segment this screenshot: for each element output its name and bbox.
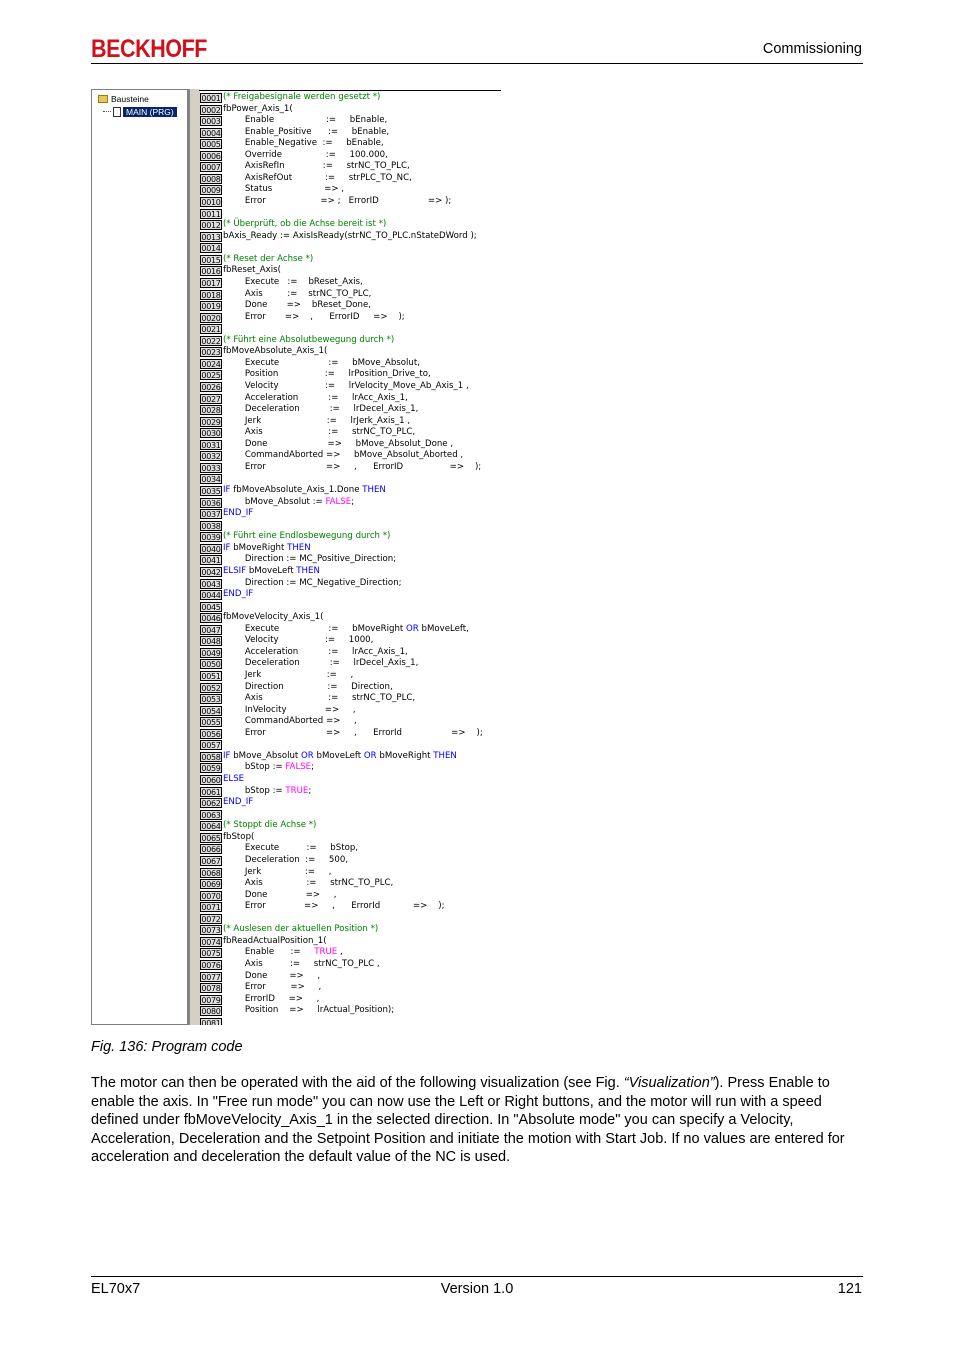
code-token: CommandAborted => bMove_Absolut_Aborted ,: [223, 450, 464, 461]
code-token: Enable :=: [223, 947, 315, 958]
code-token: AxisRefOut := strPLC_TO_NC,: [223, 172, 412, 183]
line-number: 0027: [201, 394, 221, 404]
code-text: [223, 982, 321, 994]
code-token: OR: [406, 623, 419, 634]
line-number: 0034: [201, 475, 221, 485]
code-text: [223, 635, 373, 647]
code-token: Done => bReset_Done,: [223, 300, 372, 311]
code-text: [223, 92, 380, 104]
code-token: Axis := strNC_TO_PLC,: [223, 878, 394, 889]
code-text: [223, 832, 254, 844]
code-text: [223, 936, 327, 948]
line-number: 0077: [201, 972, 221, 982]
line-number: 0073: [201, 926, 221, 936]
code-text: [223, 231, 477, 243]
line-number: 0065: [201, 833, 221, 843]
line-number: 0067: [201, 856, 221, 866]
code-token: Axis := strNC_TO_PLC,: [223, 427, 416, 438]
code-token: Execute := bMoveRight: [223, 623, 407, 634]
line-number: 0021: [201, 325, 221, 335]
code-token: Jerk := lrJerk_Axis_1 ,: [223, 415, 411, 426]
code-token: Enable := bEnable,: [223, 115, 388, 126]
code-text: [223, 138, 384, 150]
line-number: 0056: [201, 729, 221, 739]
line-number: 0003: [201, 117, 221, 127]
code-token: Deceleration := lrDecel_Axis_1,: [223, 658, 419, 669]
paragraph-text-1: The motor can then be operated with the aid of the following visualization (see Fig.: [91, 1075, 624, 1091]
line-number: 0033: [201, 463, 221, 473]
line-number: 0044: [201, 591, 221, 601]
line-number: 0002: [201, 105, 221, 115]
line-number: 0046: [201, 614, 221, 624]
line-number: 0076: [201, 961, 221, 970]
code-token: Error => , ErrorID => );: [223, 461, 482, 472]
code-token: Axis := strNC_TO_PLC,: [223, 693, 416, 704]
code-token: bMove_Absolut: [233, 750, 302, 761]
code-token: fbMoveVelocity_Axis_1(: [223, 612, 324, 623]
line-number: 0026: [201, 383, 221, 392]
line-number: 0075: [201, 949, 221, 959]
tree-item-label: MAIN (PRG): [123, 107, 177, 117]
line-number: 0051: [201, 672, 221, 681]
line-number: 0060: [201, 776, 221, 786]
code-text: [223, 161, 410, 173]
code-text: [223, 427, 415, 439]
code-token: IF: [223, 750, 234, 761]
code-token: Execute := bMove_Absolut,: [223, 357, 420, 368]
header-rule: [91, 63, 863, 64]
code-text: [223, 115, 387, 127]
code-token: Execute := bStop,: [223, 843, 359, 854]
tree-item-main[interactable]: [103, 107, 177, 117]
code-token: IF: [223, 485, 234, 496]
line-number: 0029: [201, 417, 221, 427]
line-number: 0041: [201, 556, 221, 566]
code-token: Velocity := lrVelocity_Move_Ab_Axis_1 ,: [223, 381, 469, 391]
line-number: 0006: [201, 151, 221, 161]
code-token: Override := 100.000,: [223, 149, 388, 160]
code-token: Done => ,: [223, 970, 321, 981]
code-token: ELSIF: [223, 565, 249, 576]
line-number: 0008: [201, 174, 221, 184]
figure-caption: Fig. 136: Program code: [91, 1039, 243, 1055]
code-text: [223, 450, 463, 462]
code-text: [223, 543, 311, 555]
code-token: ,: [337, 947, 343, 958]
code-token: bMoveLeft: [313, 750, 364, 761]
code-token: END_IF: [223, 589, 254, 600]
code-text: [223, 762, 314, 774]
line-number: 0039: [201, 533, 221, 543]
code-text: [223, 901, 445, 913]
line-number: 0024: [201, 359, 221, 369]
code-token: (* Führt eine Absolutbewegung durch *): [223, 334, 395, 345]
code-token: (* Führt eine Endlosbewegung durch *): [223, 531, 391, 542]
code-text: [223, 127, 389, 139]
code-token: Acceleration := lrAcc_Axis_1,: [223, 646, 408, 657]
code-text: [223, 346, 327, 358]
line-number: 0068: [201, 868, 221, 878]
code-text: [223, 369, 431, 381]
code-token: fbStop(: [223, 831, 255, 842]
program-code-screenshot: [91, 89, 501, 1025]
code-token: Axis := strNC_TO_PLC ,: [223, 959, 380, 969]
code-token: END_IF: [223, 797, 254, 808]
line-number: 0064: [201, 822, 221, 832]
code-token: ELSE: [223, 774, 245, 785]
line-number: 0028: [201, 406, 221, 416]
code-token: THEN: [287, 542, 311, 553]
code-text: [223, 508, 253, 520]
code-text: [223, 393, 408, 405]
code-text: [223, 716, 357, 728]
line-number: 0025: [201, 371, 221, 381]
code-token: Done => bMove_Absolut_Done ,: [223, 438, 454, 449]
code-text: [223, 994, 319, 1006]
line-number: 0078: [201, 984, 221, 994]
line-number: 0019: [201, 302, 221, 312]
code-token: bMoveLeft,: [418, 623, 469, 634]
code-token: FALSE: [285, 762, 312, 773]
code-token: THEN: [296, 565, 320, 576]
code-token: OR: [363, 750, 377, 761]
code-token: (* Freigabesignale werden gesetzt *): [223, 92, 381, 102]
footer-version: Version 1.0: [440, 1281, 514, 1297]
code-token: ;: [311, 762, 315, 773]
line-number: 0054: [201, 706, 221, 716]
line-number: 0007: [201, 163, 221, 173]
line-number: 0049: [201, 648, 221, 658]
code-text: [223, 797, 253, 809]
line-number: 0020: [201, 313, 221, 323]
code-text: [223, 878, 393, 890]
code-token: Direction := MC_Positive_Direction;: [223, 554, 397, 565]
line-number: 0016: [201, 267, 221, 277]
code-token: ErrorID => ,: [223, 993, 320, 1004]
code-token: Execute := bReset_Axis,: [223, 276, 363, 287]
line-number: 0052: [201, 683, 221, 693]
code-token: fbPower_Axis_1(: [223, 103, 293, 114]
code-token: END_IF: [223, 508, 254, 519]
code-token: Error => ; ErrorID => );: [223, 196, 452, 207]
code-token: fbMoveAbsolute_Axis_1(: [223, 346, 328, 357]
code-text: [223, 531, 390, 543]
program-icon: [113, 107, 121, 117]
line-number: 0036: [201, 498, 221, 508]
code-text: [223, 497, 354, 509]
code-token: Position => lrActual_Position);: [223, 1005, 395, 1016]
code-text: [223, 173, 412, 185]
line-number: 0009: [201, 186, 221, 196]
line-number: 0010: [201, 198, 221, 208]
code-text: [223, 971, 320, 983]
code-text: [223, 786, 311, 798]
line-number: 0014: [201, 244, 221, 254]
code-text: [223, 867, 331, 879]
line-number: 0058: [201, 752, 221, 762]
line-number: 0031: [201, 440, 221, 450]
code-token: Error => , ErrorId => );: [223, 901, 445, 912]
line-number: 0071: [201, 903, 221, 913]
code-token: FALSE: [325, 496, 352, 507]
code-text: [223, 462, 481, 474]
code-token: CommandAborted => ,: [223, 716, 357, 727]
line-number: 0045: [201, 602, 221, 612]
code-text: [223, 959, 380, 971]
line-number: 0011: [201, 209, 221, 219]
line-number: 0013: [201, 232, 221, 242]
code-text: [223, 843, 358, 855]
code-token: Jerk := ,: [223, 670, 354, 680]
code-token: (* Überprüft, ob die Achse bereit ist *): [223, 219, 387, 230]
line-number: 0053: [201, 695, 221, 705]
code-text: [223, 578, 402, 590]
code-text: [223, 358, 420, 370]
code-text: [223, 312, 405, 324]
code-token: bStop :=: [223, 785, 286, 796]
line-number: 0032: [201, 452, 221, 462]
line-number: 0001: [201, 94, 221, 103]
section-title: Commissioning: [762, 41, 862, 57]
line-number: 0050: [201, 660, 221, 670]
code-token: Error => , ErrorID => );: [223, 311, 405, 322]
line-number: 0022: [201, 336, 221, 346]
line-number: 0017: [201, 278, 221, 288]
tree-connector: [103, 111, 111, 112]
line-number: 0066: [201, 845, 221, 855]
line-number: 0004: [201, 128, 221, 138]
code-token: AxisRefIn := strNC_TO_PLC,: [223, 161, 410, 172]
code-token: bMoveLeft: [248, 565, 297, 576]
code-token: Axis := strNC_TO_PLC,: [223, 288, 372, 299]
line-number: 0080: [201, 1007, 221, 1017]
code-text: [223, 658, 418, 670]
code-text: [223, 647, 408, 659]
code-token: TRUE: [285, 785, 309, 796]
code-token: bStop :=: [223, 762, 286, 773]
code-text: [223, 416, 410, 428]
code-text: [223, 150, 388, 162]
code-token: Position := lrPosition_Drive_to,: [223, 369, 431, 380]
line-number: 0012: [201, 221, 221, 231]
code-token: Deceleration := 500,: [223, 854, 349, 865]
line-number: 0062: [201, 799, 221, 809]
code-token: (* Stoppt die Achse *): [223, 820, 317, 831]
line-number: 0005: [201, 140, 221, 150]
code-text: [223, 890, 337, 902]
code-token: Deceleration := lrDecel_Axis_1,: [223, 404, 419, 415]
code-token: IF: [223, 542, 234, 553]
page-number: 121: [837, 1281, 862, 1297]
line-number: 0048: [201, 637, 221, 647]
code-token: ;: [308, 785, 312, 796]
code-text: [223, 682, 393, 694]
line-number: 0018: [201, 290, 221, 300]
code-token: TRUE: [314, 947, 338, 958]
beckhoff-logo: BECKHOFF: [91, 35, 208, 63]
line-number: 0038: [201, 521, 221, 531]
code-token: InVelocity => ,: [223, 704, 356, 715]
code-token: Done => ,: [223, 889, 337, 900]
line-number: 0069: [201, 880, 221, 890]
code-text: [223, 404, 418, 416]
code-text: [223, 774, 244, 786]
code-token: OR: [301, 750, 314, 761]
line-number: 0079: [201, 995, 221, 1005]
line-number: 0040: [201, 544, 221, 554]
folder-icon: [98, 95, 108, 103]
code-token: ;: [351, 496, 355, 507]
code-token: bMoveRight: [233, 542, 288, 553]
code-text: [223, 612, 323, 624]
code-token: bAxis_Ready := AxisIsReady(strNC_TO_PLC.nStateDWord );: [223, 230, 477, 241]
line-number: 0047: [201, 625, 221, 635]
paragraph-text-2: ). Press Enable to enable the axis. In "Free run mode" you can now use the Left or Right buttons, and the motor will run with a speed defined under fbMoveVelocity_Axis_1 in the selected direction. In "Absolute mode" you can specify a Velocity, Acceleration, Deceleration and the Setpoint Position and initiate the motion with Start Job. If no values are entered for acceleration and deceleration the default value of the NC is used.: [91, 1075, 845, 1166]
code-token: THEN: [362, 485, 386, 496]
tree-root-label: Bausteine: [111, 94, 149, 104]
code-text: [223, 289, 371, 301]
line-number: 0043: [201, 579, 221, 589]
editor-top-border: [199, 90, 501, 91]
code-text: [223, 219, 386, 231]
code-token: Direction := MC_Negative_Direction;: [223, 577, 402, 588]
footer-rule: [91, 1276, 863, 1277]
pou-tree-panel: [91, 89, 189, 1025]
code-text: [223, 381, 469, 393]
line-number: 0030: [201, 429, 221, 439]
code-token: Velocity := 1000,: [223, 635, 374, 646]
line-number: 0061: [201, 787, 221, 797]
code-text: [223, 693, 415, 705]
code-token: bMove_Absolut :=: [223, 496, 326, 507]
line-number: 0023: [201, 348, 221, 358]
code-token: Jerk := ,: [223, 866, 332, 877]
code-token: Enable_Positive := bEnable,: [223, 126, 390, 137]
line-number: 0070: [201, 891, 221, 901]
code-token: THEN: [433, 750, 457, 761]
code-text: [223, 335, 394, 347]
code-text: [223, 924, 378, 936]
code-text: [223, 589, 253, 601]
code-text: [223, 947, 343, 959]
code-token: (* Reset der Achse *): [223, 253, 314, 264]
line-number: 0057: [201, 741, 221, 751]
line-number: 0035: [201, 487, 221, 497]
tree-root[interactable]: [98, 94, 149, 104]
code-token: Acceleration := lrAcc_Axis_1,: [223, 392, 408, 403]
code-token: fbReset_Axis(: [223, 265, 281, 276]
line-number: 0015: [201, 255, 221, 265]
code-text: [223, 670, 353, 682]
line-number: 0081: [200, 1018, 222, 1025]
code-token: (* Auslesen der aktuellen Position *): [223, 924, 379, 935]
code-text: [223, 1005, 394, 1017]
code-token: fbReadActualPosition_1(: [223, 935, 327, 946]
code-token: Direction := Direction,: [223, 681, 393, 692]
code-text: [223, 705, 356, 717]
code-text: [223, 855, 348, 867]
line-number: 0063: [201, 810, 221, 820]
code-text: [223, 751, 457, 763]
line-number: 0072: [201, 914, 221, 924]
code-text: [223, 196, 451, 208]
line-number: 0074: [201, 937, 221, 947]
footer-product: EL70x7: [91, 1281, 141, 1297]
line-number: 0055: [201, 718, 221, 728]
visualization-link[interactable]: “Visualization”: [623, 1075, 715, 1091]
code-token: Error => ,: [223, 982, 322, 993]
code-text: [223, 554, 396, 566]
code-token: fbMoveAbsolute_Axis_1.Done: [233, 485, 363, 496]
code-token: Status => ,: [223, 184, 345, 195]
code-text: [223, 104, 293, 116]
line-number: 0059: [201, 764, 221, 774]
code-token: Error => , ErrorId => );: [223, 727, 483, 738]
line-number: 0037: [201, 510, 221, 520]
code-text: [223, 184, 344, 196]
code-token: bMoveRight: [376, 750, 434, 761]
code-text: [223, 566, 320, 578]
code-text: [223, 485, 386, 497]
code-text: [223, 254, 313, 266]
code-text: [223, 265, 281, 277]
line-number: 0042: [201, 567, 221, 577]
code-text: [223, 300, 371, 312]
code-token: Enable_Negative := bEnable,: [223, 138, 384, 149]
code-text: [223, 728, 483, 740]
code-text: [223, 277, 363, 289]
code-text: [223, 439, 453, 451]
body-paragraph: [91, 1074, 863, 1167]
code-editor[interactable]: [199, 89, 501, 1025]
code-text: [223, 820, 316, 832]
code-text: [223, 624, 469, 636]
